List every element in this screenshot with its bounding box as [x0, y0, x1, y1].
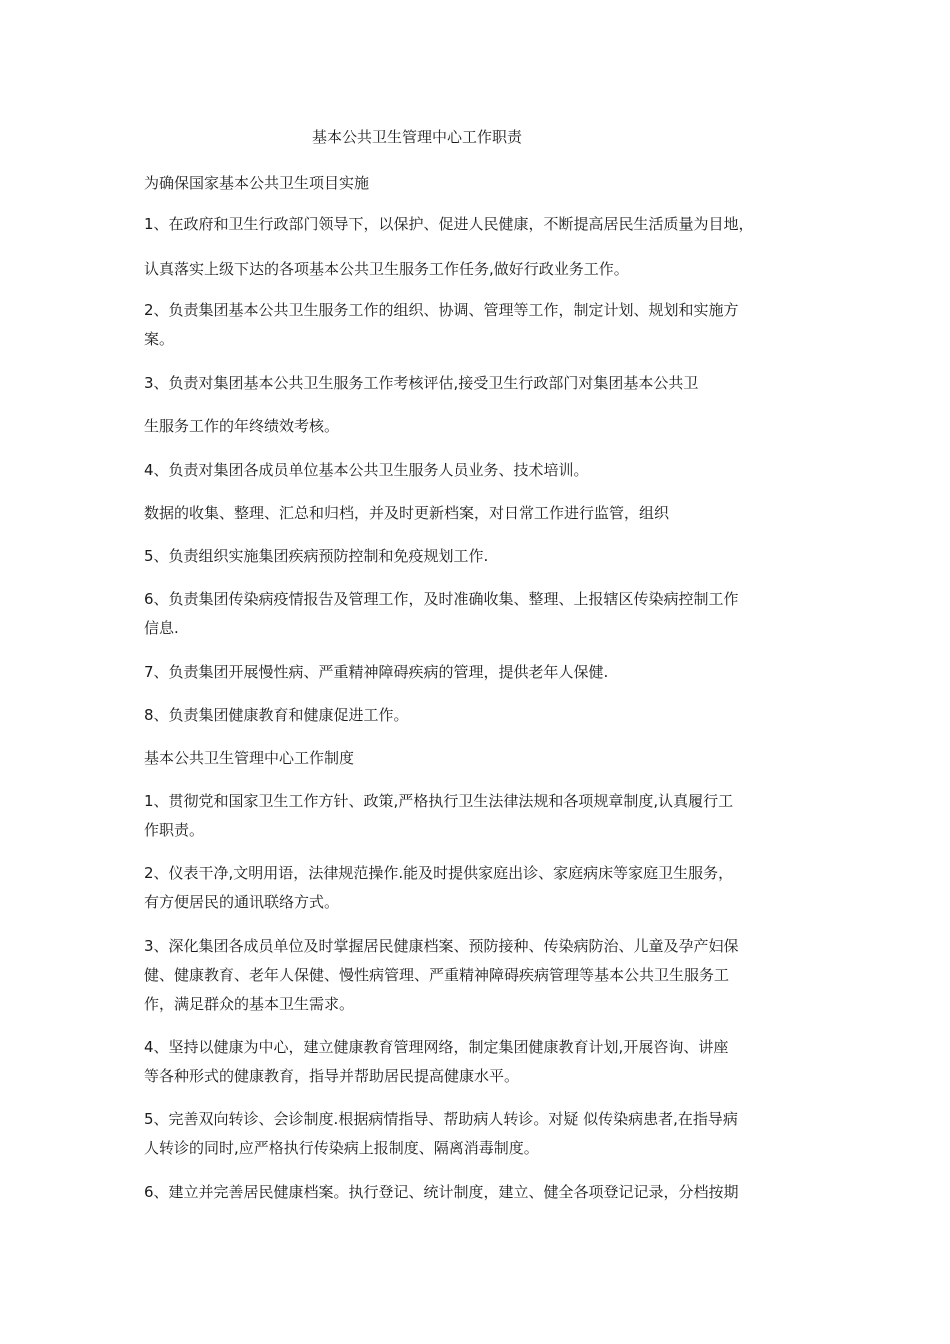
- text-line: 为确保国家基本公共卫生项目实施: [144, 174, 370, 192]
- text-line: 1、在政府和卫生行政部门领导下，以保护、促进人民健康，不断提高居民生活质量为目地，: [144, 215, 754, 233]
- text-line: 生服务工作的年终绩效考核。: [144, 417, 340, 435]
- text-line: 案。: [144, 330, 175, 348]
- text-line: 5、完善双向转诊、会诊制度.根据病情指导、帮助病人转诊。对疑 似传染病患者,在指导病: [144, 1110, 738, 1128]
- text-line: 有方便居民的通讯联络方式。: [144, 893, 340, 911]
- text-line: 4、负责对集团各成员单位基本公共卫生服务人员业务、技术培训。: [144, 461, 589, 479]
- text-line: 6、负责集团传染病疫情报告及管理工作，及时准确收集、整理、上报辖区传染病控制工作: [144, 590, 739, 608]
- text-line: 健、健康教育、老年人保健、慢性病管理、严重精神障碍疾病管理等基本公共卫生服务工: [144, 966, 730, 984]
- text-line: 人转诊的同时,应严格执行传染病上报制度、隔离消毒制度。: [144, 1139, 539, 1157]
- text-line: 信息.: [144, 619, 179, 637]
- text-line: 5、负责组织实施集团疾病预防控制和免疫规划工作.: [144, 547, 489, 565]
- text-line: 7、负责集团开展慢性病、严重精神障碍疾病的管理，提供老年人保健.: [144, 663, 609, 681]
- text-line: 1、贯彻党和国家卫生工作方针、政策,严格执行卫生法律法规和各项规章制度,认真履行工: [144, 792, 734, 810]
- text-line: 3、深化集团各成员单位及时掌握居民健康档案、预防接种、传染病防治、儿童及孕产妇保: [144, 937, 739, 955]
- text-line: 3、负责对集团基本公共卫生服务工作考核评估,接受卫生行政部门对集团基本公共卫: [144, 374, 699, 392]
- text-line: 数据的收集、整理、汇总和归档，并及时更新档案，对日常工作进行监管，组织: [144, 504, 670, 522]
- text-line: 2、负责集团基本公共卫生服务工作的组织、协调、管理等工作，制定计划、规划和实施方: [144, 301, 739, 319]
- text-line: 6、建立并完善居民健康档案。执行登记、统计制度，建立、健全各项登记记录，分档按期: [144, 1183, 739, 1201]
- text-line: 作，满足群众的基本卫生需求。: [144, 995, 355, 1013]
- text-line: 2、仪表干净,文明用语，法律规范操作.能及时提供家庭出诊、家庭病床等家庭卫生服务，: [144, 864, 734, 882]
- text-line: 8、负责集团健康教育和健康促进工作。: [144, 706, 409, 724]
- text-line: 认真落实上级下达的各项基本公共卫生服务工作任务,做好行政业务工作。: [144, 260, 629, 278]
- text-line: 作职责。: [144, 821, 205, 839]
- text-line: 等各种形式的健康教育，指导并帮助居民提高健康水平。: [144, 1067, 520, 1085]
- document-title: 基本公共卫生管理中心工作职责: [312, 128, 523, 146]
- section-heading: 基本公共卫生管理中心工作制度: [144, 749, 355, 767]
- text-line: 4、坚持以健康为中心，建立健康教育管理网络，制定集团健康教育计划,开展咨询、讲座: [144, 1038, 729, 1056]
